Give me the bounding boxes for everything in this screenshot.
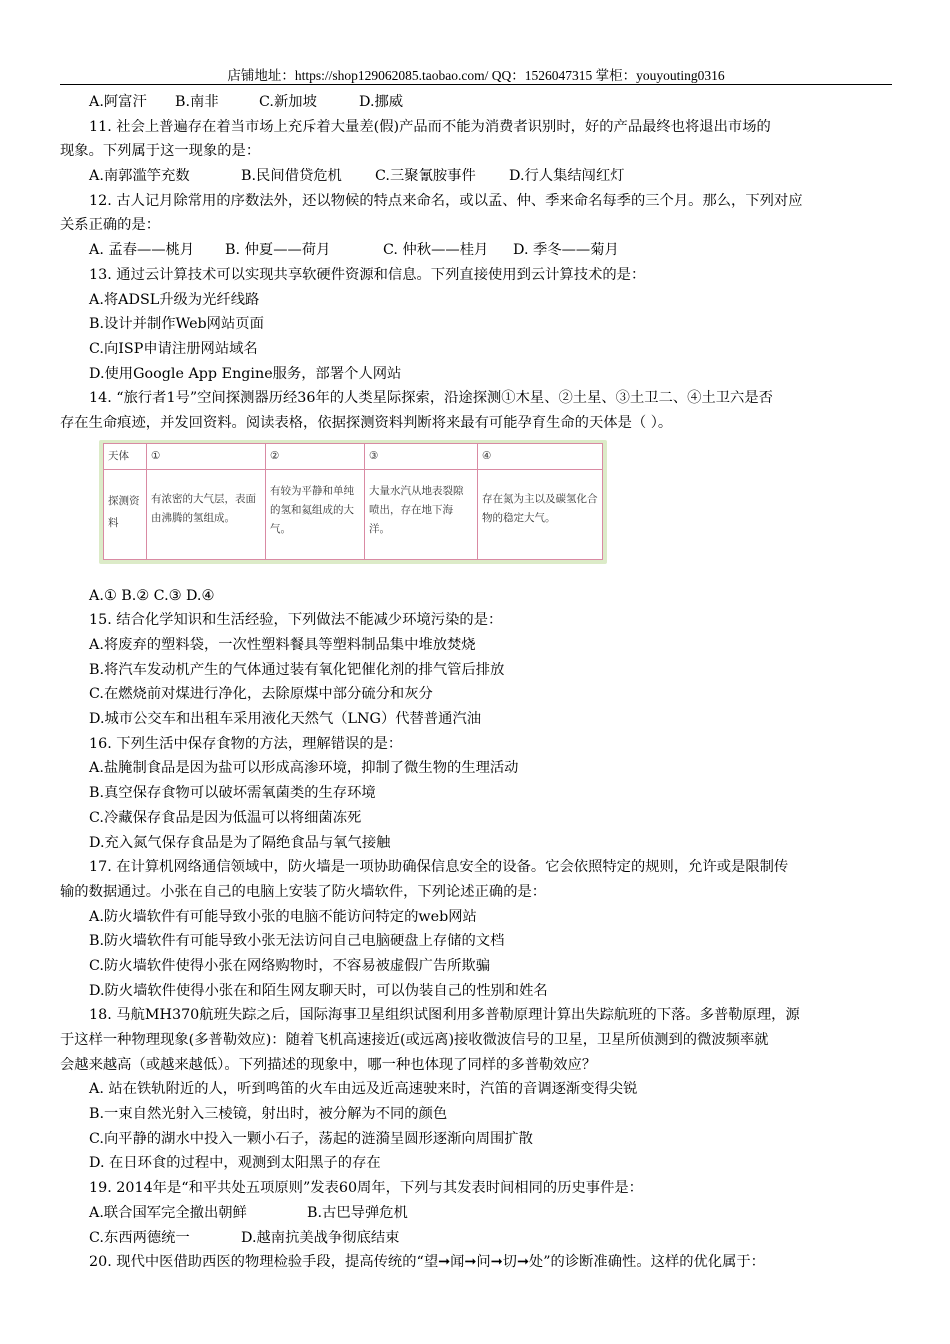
q16-option-a: A.盐腌制食品是因为盐可以形成高渗环境，抑制了微生物的生理活动 xyxy=(89,760,519,777)
q18-option-b: B.一束自然光射入三棱镜，射出时，被分解为不同的颜色 xyxy=(89,1106,448,1123)
prev-option-a: A.阿富汗 xyxy=(89,94,147,110)
q13-option-c: C.向ISP申请注册网站域名 xyxy=(89,340,258,357)
q12-option-a: A. 孟春——桃月 xyxy=(89,242,195,259)
table-header-cell: ③ xyxy=(365,443,478,469)
prev-option-c: C.新加坡 xyxy=(259,94,317,110)
q12-stem-line2: 关系正确的是： xyxy=(60,217,161,234)
q11-option-a: A.南郭滥竽充数 xyxy=(89,168,190,185)
q20-stem: 20. 现代中医借助西医的物理检验手段，提高传统的“望➞闻➞问➞切➞处”的诊断准确性。这样的优化属于： xyxy=(89,1254,765,1271)
prev-option-b: B.南非 xyxy=(175,94,219,110)
q14-stem-line2: 存在生命痕迹，并发回资料。阅读表格，依据探测资料判断将来最有可能孕育生命的天体是（ ）。 xyxy=(60,414,673,431)
q12-option-c: C. 仲秋——桂月 xyxy=(383,242,489,259)
q18-stem-line3: 会越来越高（或越来越低）。下列描述的现象中，哪一种也体现了同样的多普勒效应？ xyxy=(60,1056,597,1073)
probe-data-table-frame xyxy=(99,440,607,564)
q11-options xyxy=(60,164,892,189)
q11-option-b: B.民间借贷危机 xyxy=(241,168,342,185)
table-row-label: 探测资料 xyxy=(104,469,147,559)
q19-stem: 19. 2014年是“和平共处五项原则”发表60周年，下列与其发表时间相同的历史事件是： xyxy=(89,1180,643,1197)
document-body xyxy=(60,90,892,1275)
q16-option-b: B.真空保存食物可以破坏需氧菌类的生存环境 xyxy=(89,785,376,802)
q17-option-c: C.防火墙软件使得小张在网络购物时，不容易被虚假广告所欺骗 xyxy=(89,957,490,974)
q19-options-row2 xyxy=(60,1226,892,1251)
q13-option-d: D.使用Google App Engine服务，部署个人网站 xyxy=(89,365,402,382)
q15-option-a: A.将废弃的塑料袋，一次性塑料餐具等塑料制品集中堆放焚烧 xyxy=(89,637,476,653)
table-header-cell: ② xyxy=(266,443,365,469)
q19-option-d: D.越南抗美战争彻底结束 xyxy=(241,1229,400,1246)
q17-stem-line2: 输的数据通过。小张在自己的电脑上安装了防火墙软件，下列论述正确的是： xyxy=(60,883,547,900)
page-header: 店铺地址：https://shop129062085.taobao.com/ QQ：1526047315 掌柜：youyouting0316 xyxy=(227,68,725,83)
q11-stem-line1: 11. 社会上普遍存在着当市场上充斥着大量差(假)产品而不能为消费者识别时，好的产品最终也将退出市场的 xyxy=(89,118,771,135)
table-cell: 大量水汽从地表裂隙喷出，存在地下海洋。 xyxy=(365,469,478,559)
probe-data-table xyxy=(103,443,603,560)
q15-option-d: D.城市公交车和出租车采用液化天然气（LNG）代替普通汽油 xyxy=(89,711,482,728)
table-header-cell: ④ xyxy=(478,443,603,469)
table-cell: 存在氮为主以及碳氢化合物的稳定大气。 xyxy=(478,469,603,559)
q13-stem: 13. 通过云计算技术可以实现共享软硬件资源和信息。下列直接使用到云计算技术的是： xyxy=(89,266,646,283)
table-header-cell: 天体 xyxy=(104,443,147,469)
q11-option-d: D.行人集结闯红灯 xyxy=(509,168,625,185)
table-cell: 有较为平静和单纯的氢和氦组成的大气。 xyxy=(266,469,365,559)
q19-option-b: B.古巴导弹危机 xyxy=(307,1204,408,1221)
table-header-row xyxy=(104,443,603,469)
header-rule xyxy=(60,84,892,85)
q16-option-c: C.冷藏保存食品是因为低温可以将细菌冻死 xyxy=(89,809,362,826)
q18-option-a: A. 站在铁轨附近的人，听到鸣笛的火车由远及近高速驶来时，汽笛的音调逐渐变得尖锐 xyxy=(89,1081,638,1098)
q15-stem: 15. 结合化学知识和生活经验，下列做法不能减少环境污染的是： xyxy=(89,612,503,629)
q18-stem-line2: 于这样一种物理现象(多普勒效应)：随着飞机高速接近(或远离)接收微波信号的卫星，卫星所侦测到的微波频率就 xyxy=(60,1032,769,1048)
q12-option-b: B. 仲夏——荷月 xyxy=(225,242,331,259)
q12-options xyxy=(60,238,892,263)
q16-stem: 16. 下列生活中保存食物的方法，理解错误的是： xyxy=(89,735,403,752)
q18-stem-line1: 18. 马航MH370航班失踪之后，国际海事卫星组织试图利用多普勒原理计算出失踪航班的下落。多普勒原理，源 xyxy=(89,1007,800,1024)
q19-option-a: A.联合国军完全撤出朝鲜 xyxy=(89,1204,247,1221)
q18-option-c: C.向平静的湖水中投入一颗小石子，荡起的涟漪呈圆形逐渐向周围扩散 xyxy=(89,1130,533,1147)
q17-stem-line1: 17. 在计算机网络通信领域中，防火墙是一项协助确保信息安全的设备。它会依照特定的规则，允许或是限制传 xyxy=(89,859,789,876)
q17-option-b: B.防火墙软件有可能导致小张无法访问自己电脑硬盘上存储的文档 xyxy=(89,933,505,950)
table-row xyxy=(104,469,603,559)
q17-option-a: A.防火墙软件有可能导致小张的电脑不能访问特定的web网站 xyxy=(89,908,477,925)
q14-stem-line1: 14. “旅行者1号”空间探测器历经36年的人类星际探索，沿途探测①木星、②土星、③土卫二、④土卫六是否 xyxy=(89,390,773,407)
q14-options: A.① B.② C.③ D.④ xyxy=(89,587,215,604)
q16-option-d: D.充入氮气保存食品是为了隔绝食品与氧气接触 xyxy=(89,834,391,851)
q19-option-c: C.东西两德统一 xyxy=(89,1229,190,1246)
q18-option-d: D. 在日环食的过程中，观测到太阳黑子的存在 xyxy=(89,1155,381,1172)
q11-stem-line2: 现象。下列属于这一现象的是： xyxy=(60,143,261,160)
q12-stem-line1: 12. 古人记月除常用的序数法外，还以物候的特点来命名，或以孟、仲、季来命名每季的三个月。那么，下列对应 xyxy=(89,192,803,209)
prev-option-d: D.挪威 xyxy=(359,94,404,110)
q13-option-a: A.将ADSL升级为光纤线路 xyxy=(89,291,260,308)
q15-option-c: C.在燃烧前对煤进行净化，去除原煤中部分硫分和灰分 xyxy=(89,686,433,703)
table-cell: 有浓密的大气层，表面由沸腾的氢组成。 xyxy=(147,469,266,559)
q17-option-d: D.防火墙软件使得小张在和陌生网友聊天时，可以伪装自己的性别和姓名 xyxy=(89,982,548,999)
q11-option-c: C.三聚氰胺事件 xyxy=(375,168,476,185)
q13-option-b: B.设计并制作Web网站页面 xyxy=(89,316,264,333)
q19-options-row1 xyxy=(60,1201,892,1226)
table-header-cell: ① xyxy=(147,443,266,469)
q12-option-d: D. 季冬——菊月 xyxy=(513,242,619,259)
prev-question-options xyxy=(60,90,892,115)
q15-option-b: B.将汽车发动机产生的气体通过装有氧化钯催化剂的排气管后排放 xyxy=(89,661,505,678)
